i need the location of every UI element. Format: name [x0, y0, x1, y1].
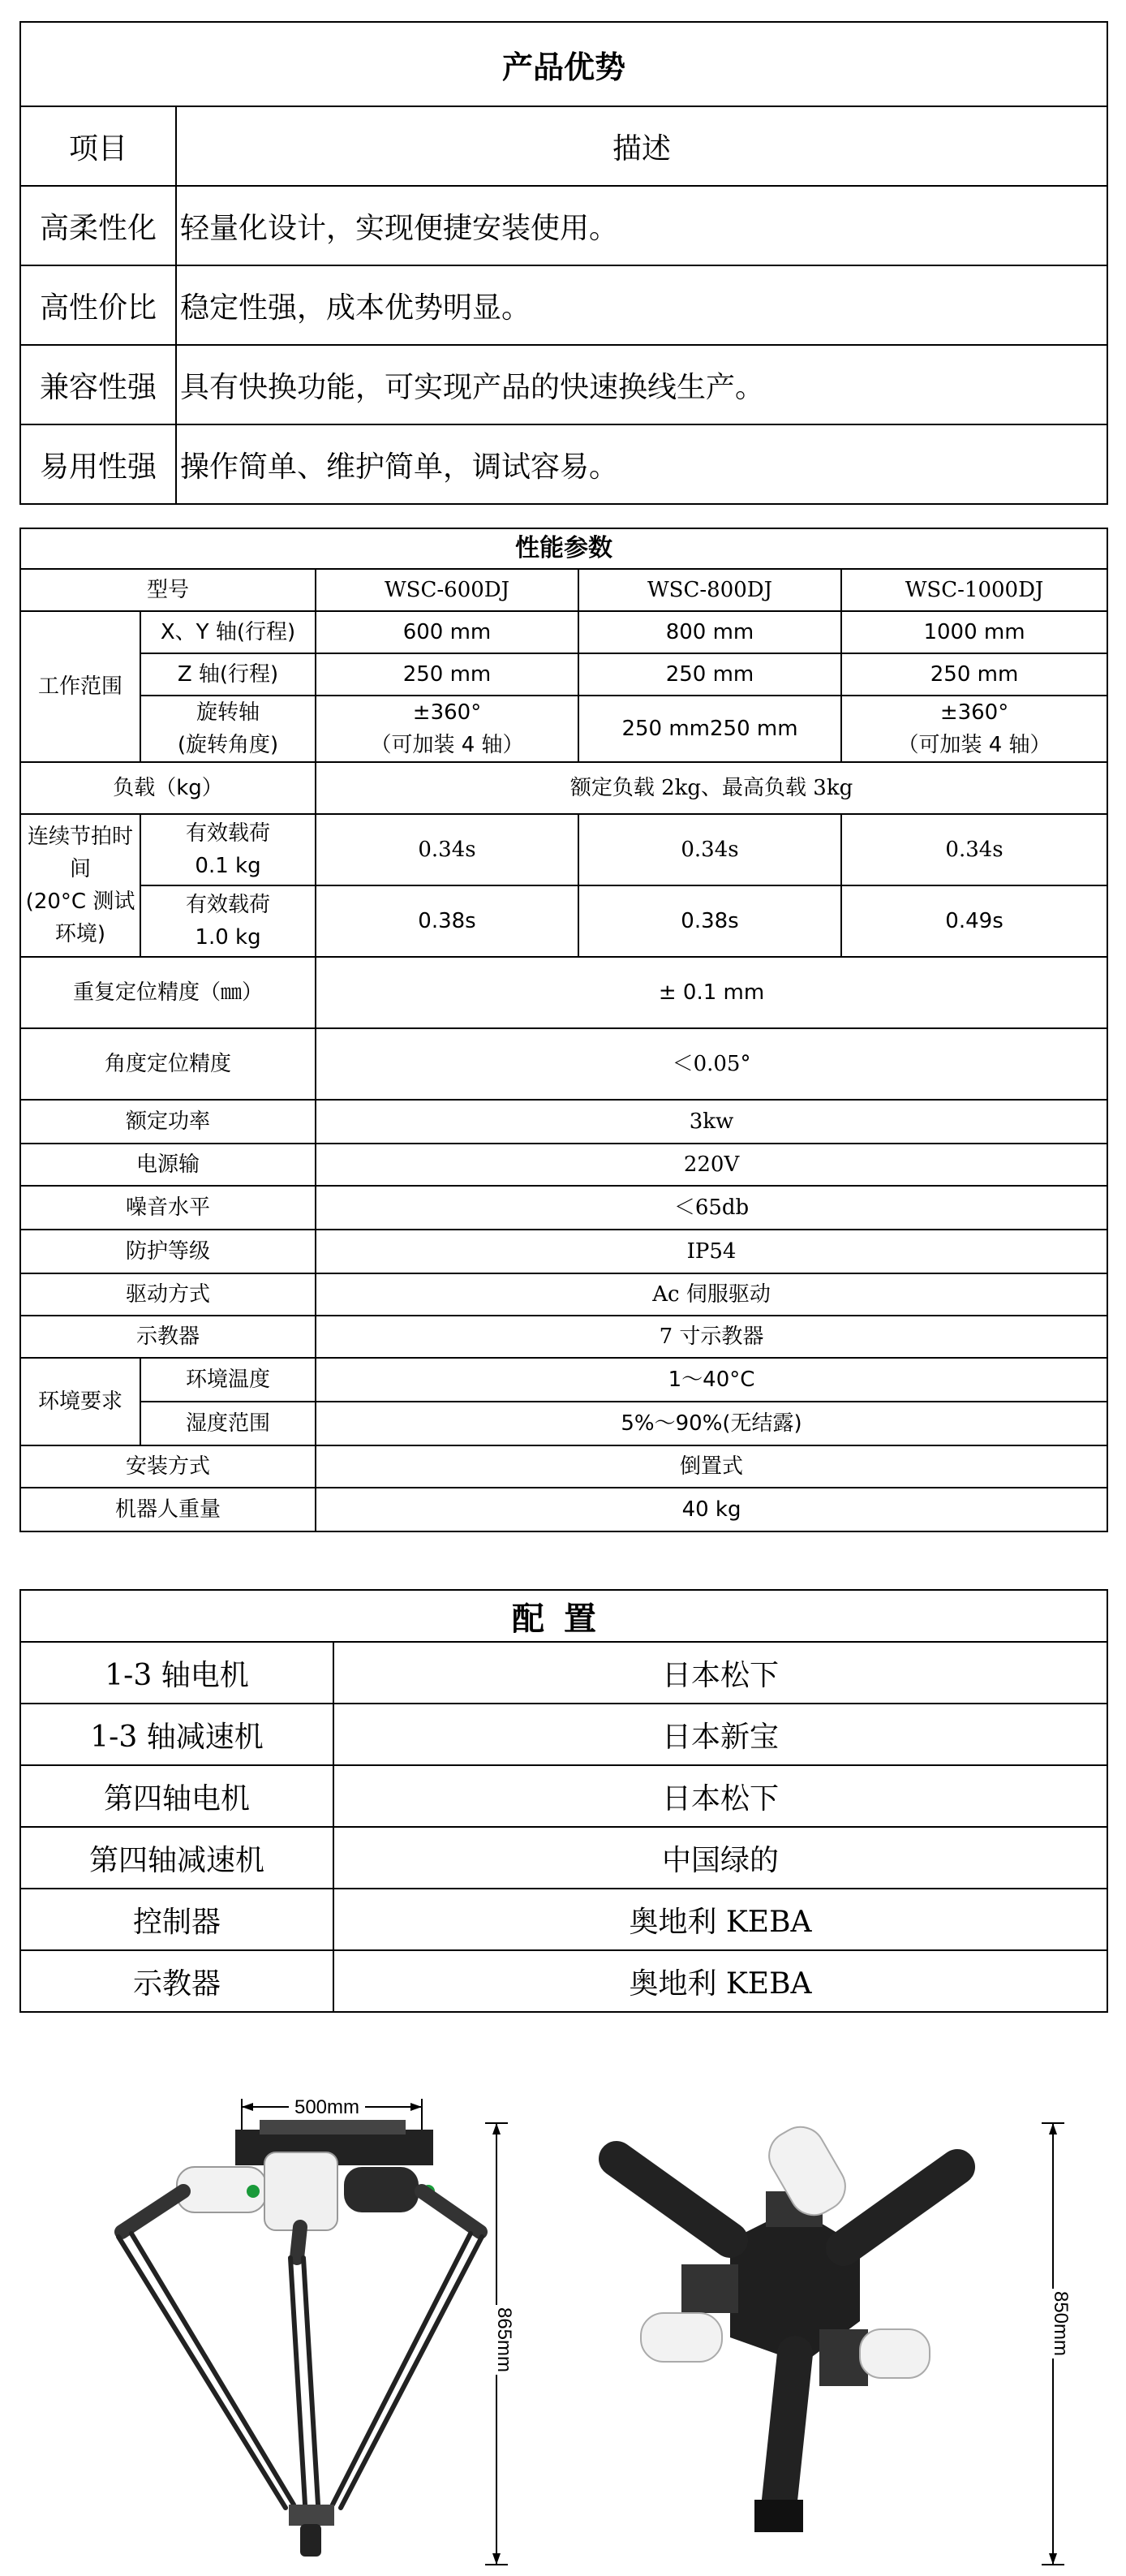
- drive-label: 驱动方式: [20, 1273, 316, 1316]
- payload-label-line2: 1.0 kg: [195, 925, 261, 950]
- table-row: [20, 1765, 1107, 1827]
- load-value: 额定负载 2kg、最高负载 3kg: [316, 762, 1107, 814]
- protection-value: IP54: [316, 1230, 1107, 1273]
- config-item: 示教器: [20, 1950, 333, 2012]
- noise-label: 噪音水平: [20, 1186, 316, 1230]
- advantage-item: 兼容性强: [20, 345, 176, 424]
- protection-label: 防护等级: [20, 1230, 316, 1273]
- model-name: WSC-800DJ: [578, 569, 841, 611]
- spec-value: 1000 mm: [841, 611, 1107, 653]
- rotation-label-line1: 旋转轴: [196, 700, 260, 725]
- width-dimension-label: 500mm: [294, 2096, 360, 2118]
- spec-value: 0.49s: [841, 885, 1107, 957]
- delta-robot-side-view: [118, 2096, 515, 2565]
- power-value: 3kw: [316, 1100, 1107, 1144]
- weight-value: 40 kg: [316, 1488, 1107, 1531]
- spec-value: 250 mm: [841, 653, 1107, 696]
- spec-value: 600 mm: [316, 611, 578, 653]
- table-row: [20, 1642, 1107, 1704]
- spec-value: 250 mm250 mm: [578, 696, 841, 762]
- spec-value: 250 mm: [316, 653, 578, 696]
- spec-value: [316, 696, 578, 762]
- advantage-item: 高柔性化: [20, 186, 176, 265]
- config-item: 1-3 轴减速机: [20, 1704, 333, 1765]
- model-label: 型号: [20, 569, 316, 611]
- advantage-desc: 稳定性强，成本优势明显。: [176, 265, 1107, 345]
- config-value: 奥地利 KEBA: [333, 1950, 1107, 2012]
- config-item: 第四轴减速机: [20, 1827, 333, 1889]
- table-row: [20, 1950, 1107, 2012]
- cycle-time-label: [20, 814, 140, 957]
- model-name: WSC-600DJ: [316, 569, 578, 611]
- robot-diagrams: [0, 2045, 1126, 2576]
- angle-precision-value: ＜0.05°: [316, 1028, 1107, 1100]
- table-row: [20, 186, 1107, 265]
- humidity-label: 湿度范围: [140, 1402, 316, 1445]
- advantage-item: 易用性强: [20, 424, 176, 504]
- payload-label: [140, 814, 316, 885]
- config-item: 控制器: [20, 1889, 333, 1950]
- config-table: [19, 1589, 1108, 2013]
- advantages-header-desc: 描述: [176, 106, 1107, 186]
- weight-label: 机器人重量: [20, 1488, 316, 1531]
- advantages-table: [19, 21, 1108, 505]
- rotation-label: [140, 696, 316, 762]
- config-value: 日本新宝: [333, 1704, 1107, 1765]
- supply-value: 220V: [316, 1144, 1107, 1186]
- spec-value: 0.34s: [841, 814, 1107, 885]
- env-label: 环境要求: [20, 1358, 140, 1445]
- power-label: 额定功率: [20, 1100, 316, 1144]
- config-title: 配置: [20, 1590, 1107, 1642]
- rotation-label-line2: (旋转角度): [177, 733, 279, 757]
- table-row: [20, 345, 1107, 424]
- spec-value: 250 mm: [578, 653, 841, 696]
- xy-stroke-label: X、Y 轴(行程): [140, 611, 316, 653]
- specs-title: 性能参数: [20, 528, 1107, 569]
- mount-value: 倒置式: [316, 1445, 1107, 1488]
- specs-table: [19, 528, 1108, 1532]
- height-dimension-label-left: 865mm: [493, 2307, 515, 2373]
- humidity-value: 5%～90%(无结露): [316, 1402, 1107, 1445]
- table-row: [20, 265, 1107, 345]
- payload-label: [140, 885, 316, 957]
- mount-label: 安装方式: [20, 1445, 316, 1488]
- supply-label: 电源输: [20, 1144, 316, 1186]
- payload-label-line1: 有效载荷: [185, 893, 270, 917]
- work-range-label: 工作范围: [20, 611, 140, 762]
- payload-label-line1: 有效载荷: [185, 821, 270, 846]
- delta-robot-top-view: [617, 2118, 1072, 2565]
- table-row: [20, 1704, 1107, 1765]
- table-row: [20, 1889, 1107, 1950]
- config-value: 日本松下: [333, 1642, 1107, 1704]
- height-dimension-label-right: 850mm: [1050, 2290, 1072, 2357]
- z-stroke-label: Z 轴(行程): [140, 653, 316, 696]
- angle-precision-label: 角度定位精度: [20, 1028, 316, 1100]
- config-item: 1-3 轴电机: [20, 1642, 333, 1704]
- spec-value: 0.34s: [578, 814, 841, 885]
- drive-value: Ac 伺服驱动: [316, 1273, 1107, 1316]
- noise-value: ＜65db: [316, 1186, 1107, 1230]
- advantage-item: 高性价比: [20, 265, 176, 345]
- config-item: 第四轴电机: [20, 1765, 333, 1827]
- rotation-angle: ±360°: [412, 700, 482, 725]
- spec-value: 0.38s: [578, 885, 841, 957]
- pendant-label: 示教器: [20, 1316, 316, 1358]
- advantages-title: 产品优势: [20, 22, 1107, 106]
- config-value: 奥地利 KEBA: [333, 1889, 1107, 1950]
- table-row: [20, 424, 1107, 504]
- rotation-note: （可加装 4 轴）: [897, 733, 1051, 757]
- payload-label-line2: 0.1 kg: [195, 854, 261, 878]
- advantages-header-item: 项目: [20, 106, 176, 186]
- cycle-time-label-line1: 连续节拍时间: [27, 825, 133, 881]
- rotation-angle: ±360°: [939, 700, 1009, 725]
- repeat-precision-label: 重复定位精度（㎜）: [20, 957, 316, 1028]
- table-row: [20, 1827, 1107, 1889]
- spec-value: 0.34s: [316, 814, 578, 885]
- spec-value: [841, 696, 1107, 762]
- temp-value: 1～40°C: [316, 1358, 1107, 1402]
- advantage-desc: 操作简单、维护简单，调试容易。: [176, 424, 1107, 504]
- cycle-time-label-line2: (20°C 测试环境): [25, 890, 135, 946]
- load-label: 负载（kg）: [20, 762, 316, 814]
- repeat-precision-value: ± 0.1 mm: [316, 957, 1107, 1028]
- pendant-value: 7 寸示教器: [316, 1316, 1107, 1358]
- config-value: 中国绿的: [333, 1827, 1107, 1889]
- spec-value: 0.38s: [316, 885, 578, 957]
- config-value: 日本松下: [333, 1765, 1107, 1827]
- spec-value: 800 mm: [578, 611, 841, 653]
- temp-label: 环境温度: [140, 1358, 316, 1402]
- model-name: WSC-1000DJ: [841, 569, 1107, 611]
- rotation-note: （可加装 4 轴）: [370, 733, 524, 757]
- advantage-desc: 轻量化设计，实现便捷安装使用。: [176, 186, 1107, 265]
- advantage-desc: 具有快换功能，可实现产品的快速换线生产。: [176, 345, 1107, 424]
